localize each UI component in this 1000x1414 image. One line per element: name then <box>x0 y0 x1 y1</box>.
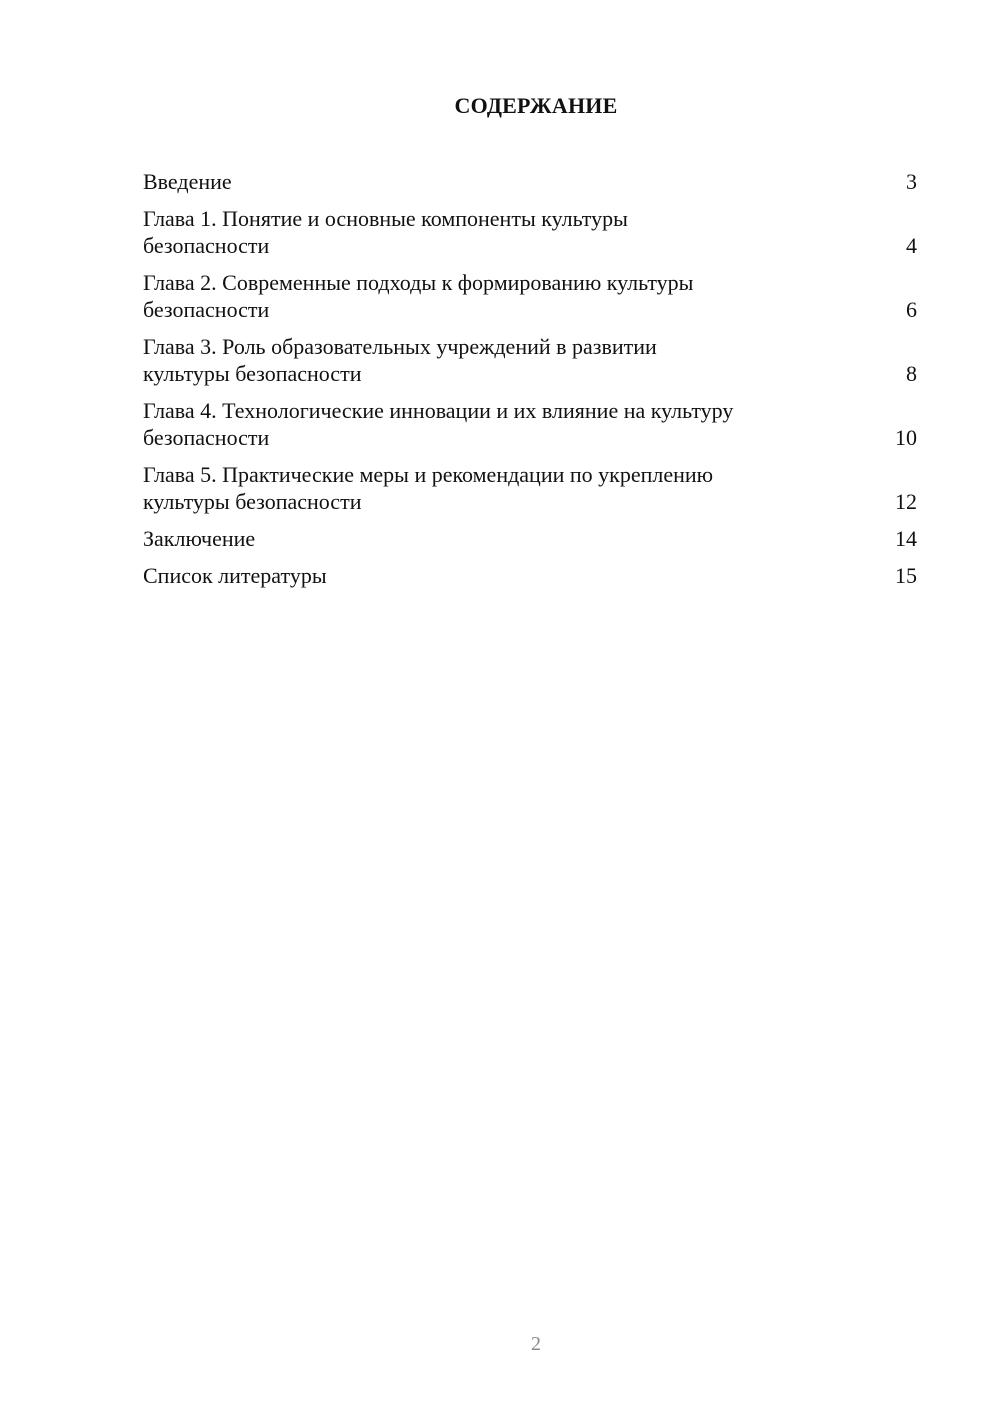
toc-entry-references[interactable] <box>143 562 920 589</box>
toc-entry-title <box>143 205 920 259</box>
toc-entry-line: Заключение <box>143 526 256 551</box>
toc-page-number: 6 <box>906 297 917 322</box>
page-title: СОДЕРЖАНИЕ <box>454 93 618 118</box>
toc-entry-line: Глава 2. Современные подходы к формированию культуры <box>143 270 694 295</box>
toc-page-number: 12 <box>895 489 917 514</box>
toc-entry-line: Список литературы <box>143 563 327 588</box>
toc-entry-line: безопасности <box>143 425 270 450</box>
toc-entry-line: безопасности <box>143 297 270 322</box>
toc-entry-conclusion[interactable] <box>143 525 920 552</box>
toc-entry-line: культуры безопасности <box>143 489 362 514</box>
toc-entry-chapter-1[interactable] <box>143 205 920 259</box>
toc-entry-chapter-2[interactable] <box>143 269 920 323</box>
toc-page-number: 10 <box>895 425 917 450</box>
toc-entry-title <box>143 269 920 323</box>
toc-entry-title <box>143 168 920 195</box>
toc-page-number: 14 <box>895 526 917 551</box>
toc-page-number: 8 <box>906 361 917 386</box>
toc-entry-title <box>143 562 920 589</box>
toc-entry-line: Глава 1. Понятие и основные компоненты культуры <box>143 206 628 231</box>
toc-entry-line: культуры безопасности <box>143 361 362 386</box>
toc-entry-title <box>143 397 920 451</box>
toc-page-number: 4 <box>906 233 917 258</box>
page-footer-number: 2 <box>531 1333 541 1355</box>
toc-entry-chapter-5[interactable] <box>143 461 920 515</box>
toc-entry-introduction[interactable] <box>143 168 920 195</box>
toc-entry-title <box>143 461 920 515</box>
toc-entry-chapter-3[interactable] <box>143 333 920 387</box>
toc-page-number: 3 <box>906 169 917 194</box>
toc-entry-title <box>143 333 920 387</box>
toc-entry-line: Глава 5. Практические меры и рекомендации по укреплению <box>143 462 714 487</box>
toc-entry-title <box>143 525 920 552</box>
toc-entry-chapter-4[interactable] <box>143 397 920 451</box>
toc-entry-line: Введение <box>143 169 232 194</box>
toc-page-number: 15 <box>895 563 917 588</box>
toc-entry-line: Глава 4. Технологические инновации и их влияние на культуру <box>143 398 734 423</box>
toc-entry-line: Глава 3. Роль образовательных учреждений в развитии <box>143 334 657 359</box>
table-of-contents <box>143 168 920 599</box>
toc-entry-line: безопасности <box>143 233 270 258</box>
